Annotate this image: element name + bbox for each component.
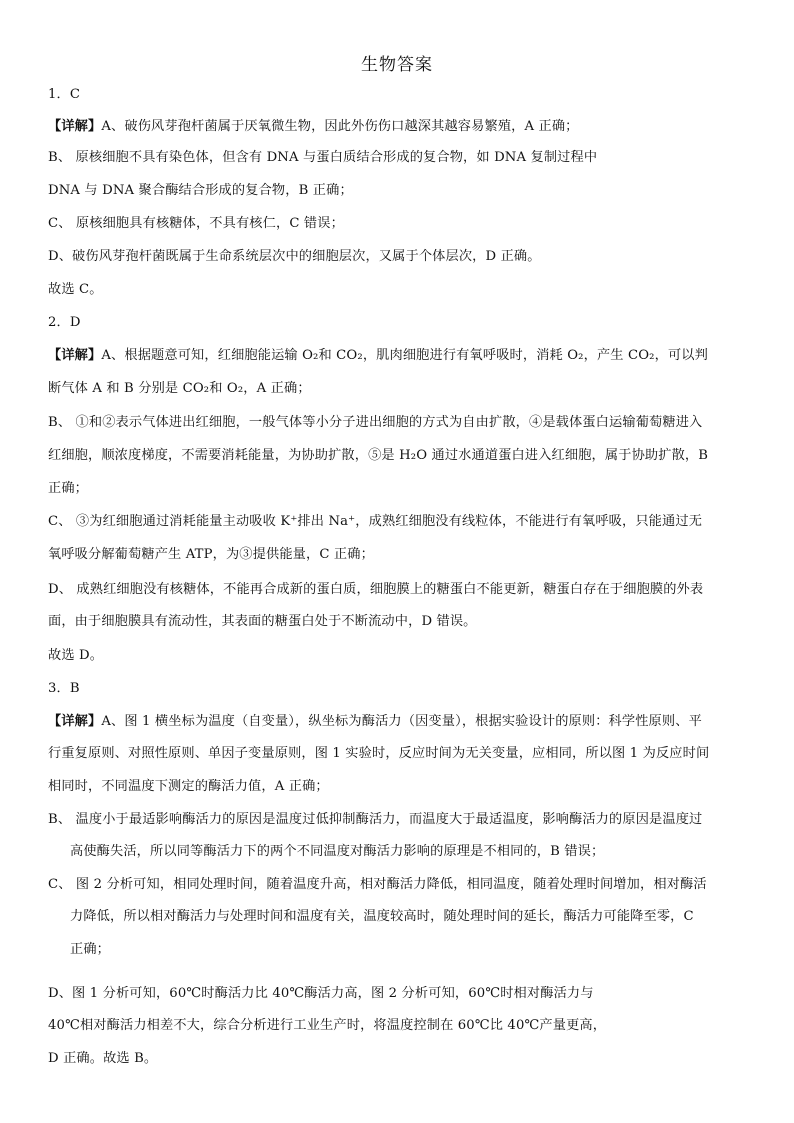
- line-text: 正确；: [70, 942, 111, 957]
- text-line: [48, 778, 329, 796]
- text-line: [48, 613, 477, 631]
- line-text: 1．C: [48, 87, 81, 102]
- text-line: [48, 281, 103, 299]
- line-text: 相同时，不同温度下测定的酶活力值，A 正确；: [48, 779, 329, 794]
- line-text: B、 原核细胞不具有染色体，但含有 DNA 与蛋白质结合形成的复合物，如 DNA 复制过程中: [48, 150, 598, 165]
- line-text: D、破伤风芽孢杆菌既属于生命系统层次中的细胞层次，又属于个体层次，D 正确。: [48, 249, 541, 264]
- line-text: 3．B: [48, 681, 80, 696]
- line-text: 行重复原则、对照性原则、单因子变量原则，图 1 实验时，反应时间为无关变量，应相同，所以图 1 为反应时间: [48, 746, 710, 761]
- line-text: D 正确。故选 B。: [48, 1051, 158, 1066]
- text-line: [48, 513, 702, 531]
- line-text: B、 温度小于最适影响酶活力的原因是温度过低抑制酶活力，而温度大于最适温度，影响酶活力的原因是温度过: [48, 812, 703, 827]
- line-text: D、图 1 分析可知，60℃时酶活力比 40℃酶活力高，图 2 分析可知，60℃时相对酶活力与: [48, 986, 594, 1001]
- text-line: [48, 149, 597, 167]
- line-text: 故选 C。: [48, 282, 103, 297]
- text-line: [48, 1050, 157, 1068]
- line-text: C、 ③为红细胞通过消耗能量主动吸收 K⁺排出 Na⁺，成熟红细胞没有线粒体，不能进行有氧呼吸，只能通过无: [48, 514, 703, 529]
- line-text: 故选 D。: [48, 648, 104, 663]
- text-line: [48, 182, 353, 200]
- detail-tag: 【详解】: [48, 119, 102, 134]
- text-line: [48, 546, 374, 564]
- text-line: [48, 414, 702, 432]
- page-title: 生物答案: [361, 55, 433, 75]
- text-line: [48, 581, 703, 599]
- line-text: 40℃相对酶活力相差不大，综合分析进行工业生产时，将温度控制在 60℃比 40℃产量更高，: [48, 1018, 607, 1033]
- text-line: [48, 215, 344, 233]
- text-line: [48, 647, 103, 665]
- line-text: 面，由于细胞膜具有流动性，其表面的糖蛋白处于不断流动中，D 错误。: [48, 614, 477, 629]
- detail-tag: 【详解】: [48, 348, 102, 363]
- text-line: [48, 876, 707, 894]
- line-text: 高使酶失活，所以同等酶活力下的两个不同温度对酶活力影响的原理是不相同的，B 错误；: [70, 844, 605, 859]
- line-text: 氧呼吸分解葡萄糖产生 ATP，为③提供能量，C 正确；: [48, 547, 374, 562]
- text-line: [48, 314, 81, 332]
- line-text: C、 原核细胞具有核糖体，不具有核仁，C 错误；: [48, 216, 344, 231]
- text-line: [48, 118, 579, 136]
- text-line: [48, 713, 702, 731]
- text-line: [48, 380, 311, 398]
- text-line: [48, 480, 88, 498]
- text-line: [48, 347, 708, 365]
- line-text: 2．D: [48, 315, 81, 330]
- line-text: D、 成熟红细胞没有核糖体，不能再合成新的蛋白质，细胞膜上的糖蛋白不能更新，糖蛋白存在于细胞膜的外表: [48, 582, 704, 597]
- line-text: A、图 1 横坐标为温度（自变量），纵坐标为酶活力（因变量），根据实验设计的原则：科学性原则、平: [101, 714, 702, 729]
- line-text: 红细胞，顺浓度梯度，不需要消耗能量，为协助扩散，⑤是 H₂O 通过水通道蛋白进入红细胞，属于协助扩散，B: [48, 448, 709, 463]
- text-line: [48, 86, 80, 104]
- line-text: C、 图 2 分析可知，相同处理时间，随着温度升高，相对酶活力降低，相同温度，随着处理时间增加，相对酶活: [48, 877, 707, 892]
- detail-tag: 【详解】: [48, 714, 102, 729]
- text-line: [70, 941, 110, 959]
- text-line: [48, 680, 80, 698]
- line-text: 正确；: [48, 481, 89, 496]
- text-line: [70, 843, 604, 861]
- text-line: [48, 811, 702, 829]
- text-line: [48, 248, 541, 266]
- line-text: A、破伤风芽孢杆菌属于厌氧微生物，因此外伤伤口越深其越容易繁殖，A 正确；: [101, 119, 579, 134]
- line-text: DNA 与 DNA 聚合酶结合形成的复合物，B 正确；: [48, 183, 353, 198]
- text-line: [48, 985, 594, 1003]
- text-line: [48, 447, 708, 465]
- text-line: [48, 1017, 606, 1035]
- text-line: [48, 745, 709, 763]
- line-text: 力降低，所以相对酶活力与处理时间和温度有关，温度较高时，随处理时间的延长，酶活力可能降至零，C: [70, 909, 694, 924]
- line-text: A、根据题意可知，红细胞能运输 O₂和 CO₂，肌肉细胞进行有氧呼吸时，消耗 O₂，产生 CO₂，可以判: [101, 348, 708, 363]
- line-text: 断气体 A 和 B 分别是 CO₂和 O₂，A 正确；: [48, 381, 311, 396]
- text-line: [70, 908, 694, 926]
- line-text: B、 ①和②表示气体进出红细胞，一般气体等小分子进出细胞的方式为自由扩散，④是载体蛋白运输葡萄糖进入: [48, 415, 703, 430]
